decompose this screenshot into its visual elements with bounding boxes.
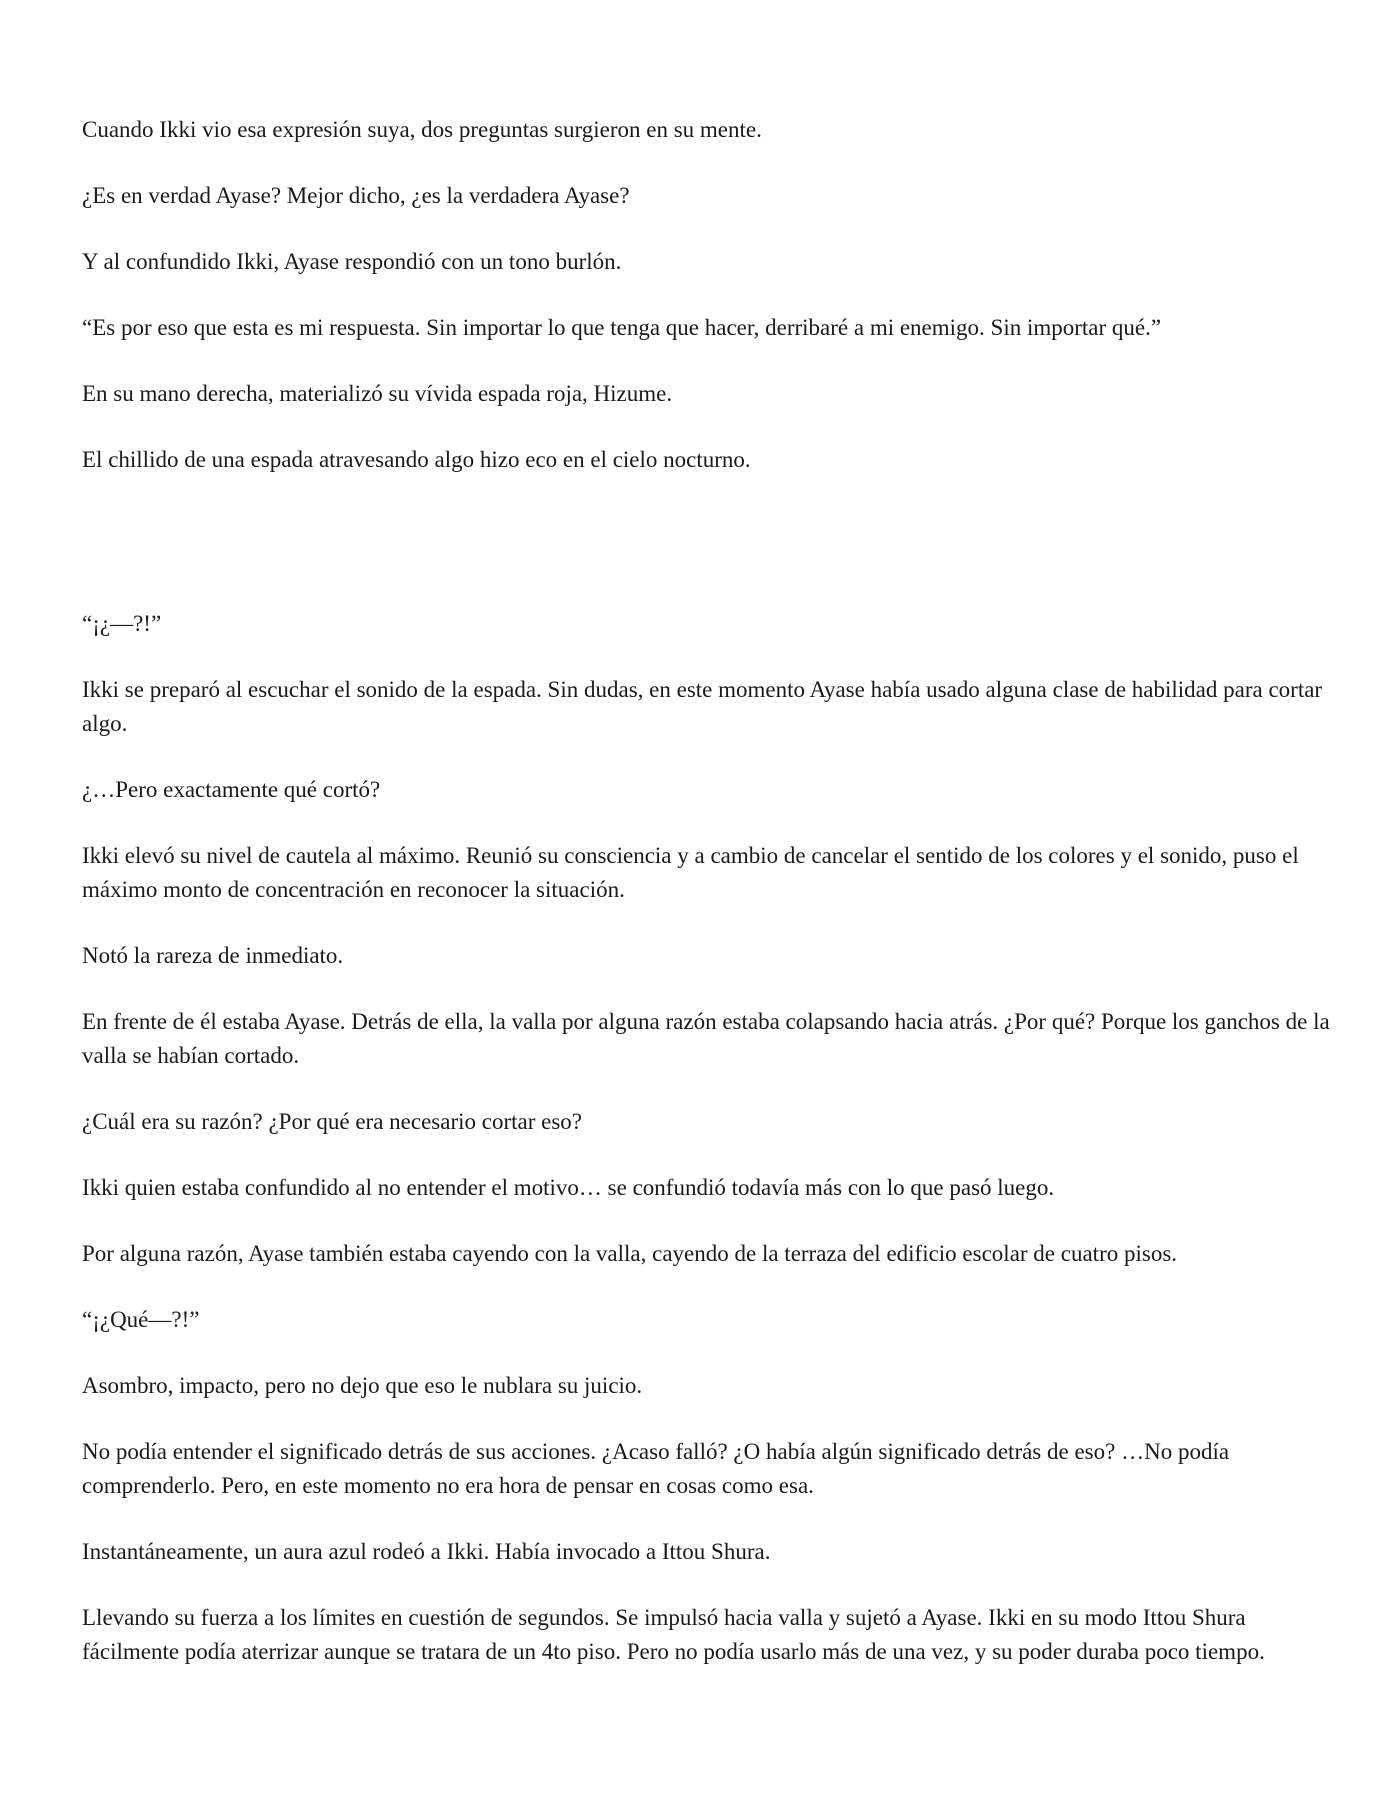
paragraph: Ikki elevó su nivel de cautela al máximo. Reunió su consciencia y a cambio de cancelar el sentido de los colores y el sonido, puso el máximo monto de concentración en reconocer la situación. — [82, 843, 1299, 902]
paragraph: Notó la rareza de inmediato. — [82, 943, 344, 968]
paragraph: Llevando su fuerza a los límites en cuestión de segundos. Se impulsó hacia valla y sujetó a Ayase. Ikki en su modo Ittou Shura fácilmente podía aterrizar aunque se tratara de un 4to piso. Pero no podía usarlo más de una vez, y su poder duraba poco tiempo. — [82, 1605, 1265, 1664]
paragraph: Y al confundido Ikki, Ayase respondió con un tono burlón. — [82, 249, 622, 274]
paragraph: ¿Es en verdad Ayase? Mejor dicho, ¿es la verdadera Ayase? — [82, 183, 630, 208]
dialogue-line: “¡¿—?!” — [82, 611, 162, 636]
paragraph: El chillido de una espada atravesando algo hizo eco en el cielo nocturno. — [82, 447, 751, 472]
paragraph: Instantáneamente, un aura azul rodeó a Ikki. Había invocado a Ittou Shura. — [82, 1539, 771, 1564]
paragraph: Por alguna razón, Ayase también estaba cayendo con la valla, cayendo de la terraza del edificio escolar de cuatro pisos. — [82, 1241, 1178, 1266]
dialogue-line: “¡¿Qué—?!” — [82, 1307, 200, 1332]
paragraph: ¿Cuál era su razón? ¿Por qué era necesario cortar eso? — [82, 1109, 582, 1134]
paragraph: Ikki se preparó al escuchar el sonido de la espada. Sin dudas, en este momento Ayase había usado alguna clase de habilidad para cortar algo. — [82, 677, 1323, 736]
document-page — [82, 113, 1332, 1701]
paragraph: No podía entender el significado detrás de sus acciones. ¿Acaso falló? ¿O había algún significado detrás de eso? …No podía comprenderlo. Pero, en este momento no era hora de pensar en cosas como esa. — [82, 1439, 1230, 1498]
paragraph: En su mano derecha, materializó su vívida espada roja, Hizume. — [82, 381, 673, 406]
paragraph: Cuando Ikki vio esa expresión suya, dos preguntas surgieron en su mente. — [82, 117, 762, 142]
paragraph: “Es por eso que esta es mi respuesta. Sin importar lo que tenga que hacer, derribaré a mi enemigo. Sin importar qué.” — [82, 315, 1162, 340]
paragraph: En frente de él estaba Ayase. Detrás de ella, la valla por alguna razón estaba colapsando hacia atrás. ¿Por qué? Porque los ganchos de la valla se habían cortado. — [82, 1009, 1330, 1068]
paragraph: ¿…Pero exactamente qué cortó? — [82, 777, 381, 802]
paragraph: Asombro, impacto, pero no dejo que eso le nublara su juicio. — [82, 1373, 643, 1398]
paragraph: Ikki quien estaba confundido al no entender el motivo… se confundió todavía más con lo que pasó luego. — [82, 1175, 1055, 1200]
